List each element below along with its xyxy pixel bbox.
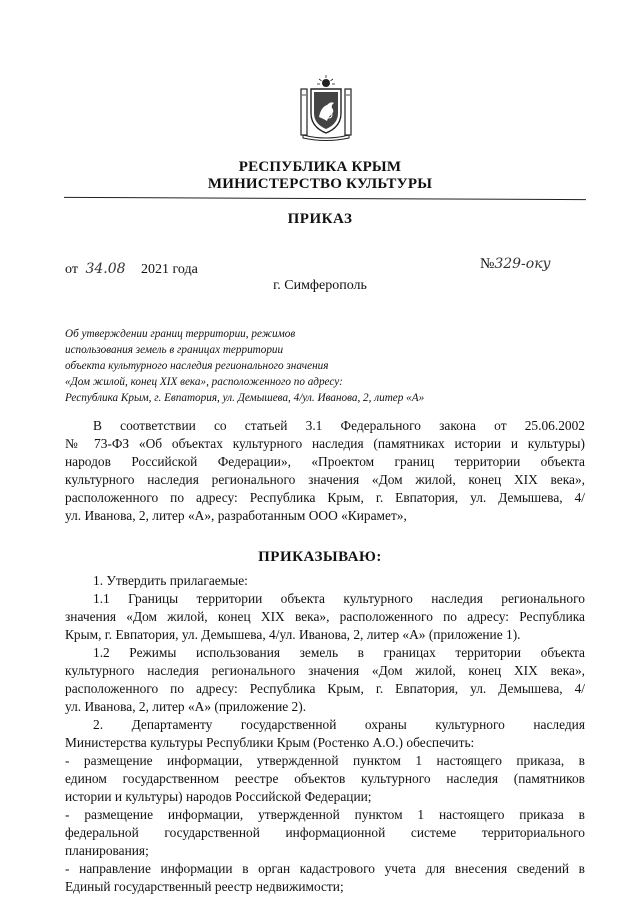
intro-line: В соответствии со статьей 3.1 Федерального закона от 25.06.2002 <box>93 418 585 433</box>
intro-paragraph <box>65 417 585 525</box>
intro-line: № 73-ФЗ «Об объектах культурного наследия (памятниках истории и культуры) <box>65 436 585 451</box>
document-date <box>65 261 198 278</box>
document-number <box>480 256 551 273</box>
document-title: ПРИКАЗ <box>287 211 353 227</box>
about-line: «Дом жилой, конец XIX века», расположенного по адресу: <box>65 376 343 388</box>
order-line: истории и культуры) народов Российской Федерации; <box>65 789 372 804</box>
order-line: ул. Иванова, 2, литер «А» (приложение 2). <box>65 699 307 714</box>
intro-line: расположенного по адресу: Республика Крым, г. Евпатория, ул. Демышева, 4/ <box>65 490 585 505</box>
order-line: едином государственном реестре объектов культурного наследия (памятников <box>65 771 585 786</box>
order-line: 1.2 Режимы использования земель в границах территории объекта <box>93 645 585 660</box>
order-line: Единый государственный реестр недвижимости; <box>65 879 344 894</box>
order-line: 1. Утвердить прилагаемые: <box>93 573 248 588</box>
about-line: Об утверждении границ территории, режимов <box>65 328 296 340</box>
document-city: г. Симферополь <box>273 278 367 293</box>
date-prefix: от <box>65 262 78 277</box>
header-divider <box>64 197 586 200</box>
crimea-coat-of-arms-icon <box>297 75 355 141</box>
number-handwritten: 329-оку <box>494 256 551 272</box>
date-handwritten: 34.08 <box>85 261 126 277</box>
order-line: значения «Дом жилой, конец XIX века», расположенного по адресу: Республика <box>65 609 585 624</box>
about-line: использования земель в границах территории <box>65 344 284 356</box>
order-line: культурного наследия регионального значения «Дом жилой, конец XIX века», <box>65 663 585 678</box>
order-body <box>65 572 585 896</box>
about-line: объекта культурного наследия регионального значения <box>65 360 329 372</box>
date-year: 2021 года <box>141 262 198 277</box>
order-line: расположенного по адресу: Республика Крым, г. Евпатория, ул. Демышева, 4/ <box>65 681 585 696</box>
order-line: Крым, г. Евпатория, ул. Демышева, 4/ул. Иванова, 2, литер «А» (приложение 1). <box>65 627 521 642</box>
header-republic: РЕСПУБЛИКА КРЫМ <box>238 159 402 175</box>
about-line: Республика Крым, г. Евпатория, ул. Демышева, 4/ул. Иванова, 2, литер «А» <box>65 392 425 404</box>
order-line: 2. Департаменту государственной охраны культурного наследия <box>93 717 585 732</box>
order-line: - размещение информации, утвержденной пунктом 1 настоящего приказа в <box>65 807 585 822</box>
order-line: 1.1 Границы территории объекта культурного наследия регионального <box>93 591 585 606</box>
intro-line: культурного наследия регионального значения «Дом жилой, конец XIX века», <box>65 472 585 487</box>
number-symbol: № <box>480 256 495 272</box>
order-line: - направление информации в орган кадастрового учета для внесения сведений в <box>65 861 585 876</box>
order-line: - размещение информации, утвержденной пунктом 1 настоящего приказа, в <box>65 753 585 768</box>
order-line: Министерства культуры Республики Крым (Ростенко А.О.) обеспечить: <box>65 735 475 750</box>
order-heading: ПРИКАЗЫВАЮ: <box>258 549 382 565</box>
header-ministry: МИНИСТЕРСТВО КУЛЬТУРЫ <box>207 176 433 192</box>
order-line: планирования; <box>65 843 149 858</box>
about-block <box>65 326 424 406</box>
intro-line: народов Российской Федерации», «Проектом границ территории объекта <box>65 454 585 469</box>
order-line: федеральной государственной информационной системе территориального <box>65 825 585 840</box>
intro-line: ул. Иванова, 2, литер «А», разработанным ООО «Кирамет», <box>65 508 407 523</box>
